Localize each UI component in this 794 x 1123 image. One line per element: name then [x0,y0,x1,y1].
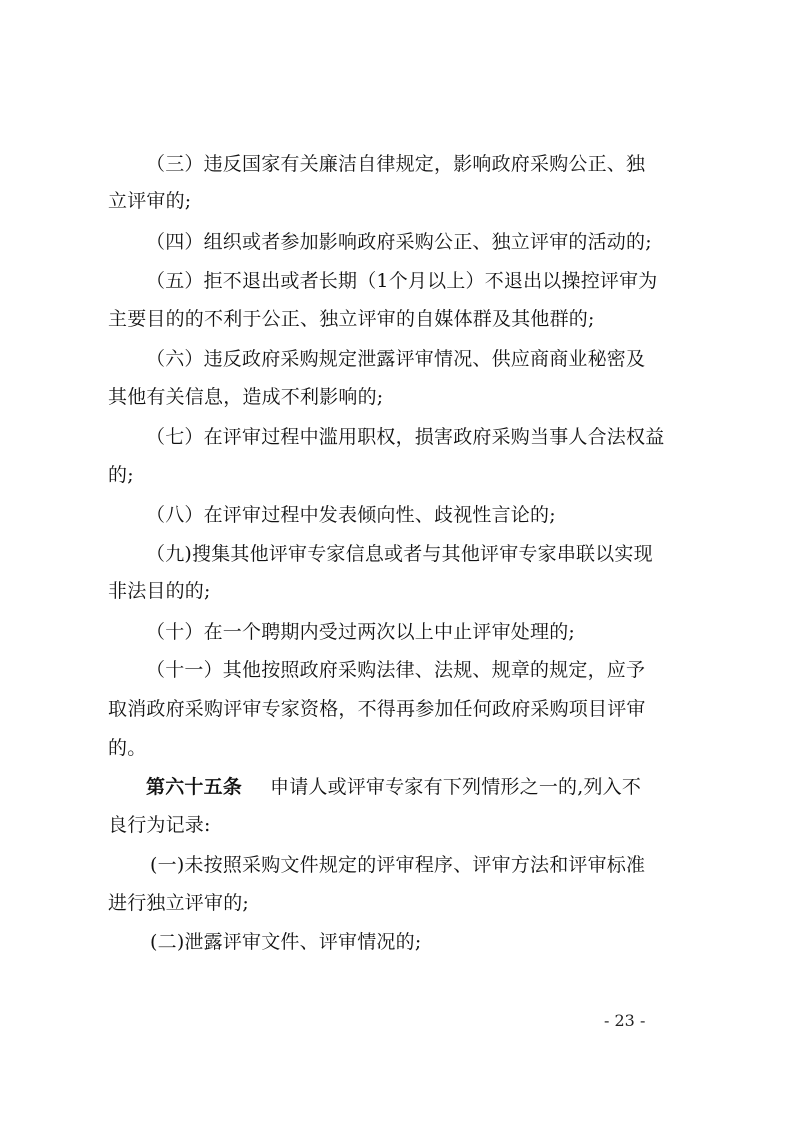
text-line: （八）在评审过程中发表倾向性、歧视性言论的; [146,504,556,526]
list-item: (一)未按照采购文件规定的评审程序、评审方法和评审标准 [150,854,646,876]
list-item: (二)泄露评审文件、评审情况的; [150,931,422,953]
text-line: 的; [108,464,134,486]
text-line: 的。 [108,737,147,759]
text-line: 主要目的的不利于公正、独立评审的自媒体群及其他群的; [108,308,595,330]
text-line: 立评审的; [108,190,192,212]
page-number: - 23 - [604,1011,646,1030]
text-line: （十）在一个聘期内受过两次以上中止评审处理的; [146,621,576,643]
text-line: （三）违反国家有关廉洁自律规定，影响政府采购公正、独 [146,153,646,175]
text-line: 其他有关信息，造成不利影响的; [108,386,384,408]
text-line: （七）在评审过程中滥用职权，损害政府采购当事人合法权益 [146,426,665,448]
text-line: （六）违反政府采购规定泄露评审情况、供应商商业秘密及 [146,348,646,370]
text-line: （四）组织或者参加影响政府采购公正、独立评审的活动的; [146,231,652,253]
text-line: 非法目的的; [108,580,211,602]
article-heading: 第六十五条 [146,776,243,798]
text-line: （五）拒不退出或者长期（1个月以上）不退出以操控评审为 [146,270,658,292]
text-line: （九)搜集其他评审专家信息或者与其他评审专家串联以实现 [146,543,653,565]
text-line: （十一）其他按照政府采购法律、法规、规章的规定，应予 [146,659,646,681]
text-line: 取消政府采购评审专家资格，不得再参加任何政府采购项目评审 [108,698,646,720]
text-line: 良行为记录: [108,814,211,836]
article-65-intro [146,775,641,799]
text-line: 进行独立评审的; [108,892,250,914]
article-intro-text: 申请人或评审专家有下列情形之一的,列入不 [270,776,642,798]
